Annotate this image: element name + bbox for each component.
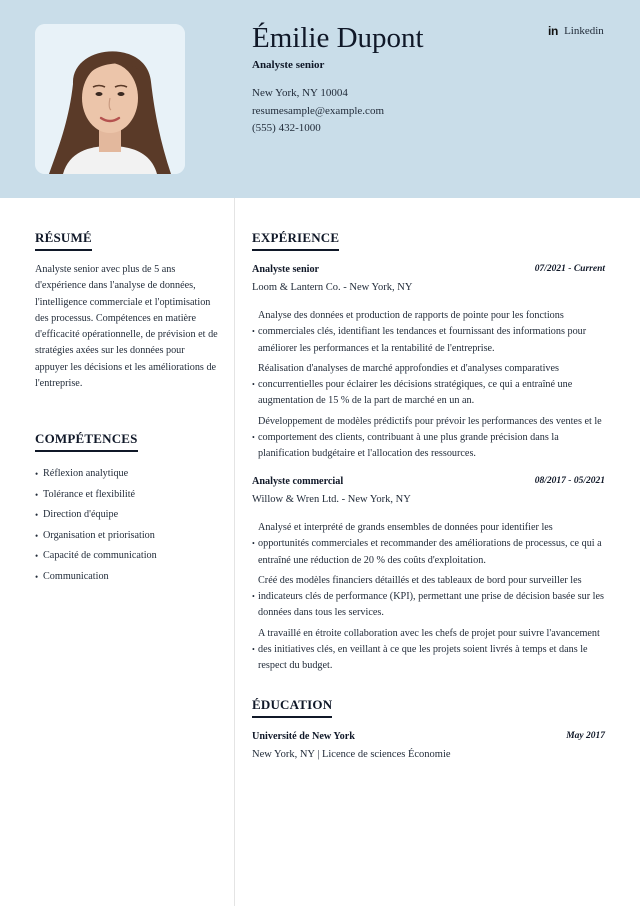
education-detail: New York, NY | Licence de sciences Économie [252, 749, 451, 760]
education-entry [252, 731, 605, 763]
contact-info [252, 86, 384, 139]
candidate-title: Analyste senior [252, 59, 325, 71]
skill-item: • Organisation et priorisation [35, 529, 225, 550]
skill-item: • Capacité de communication [35, 549, 225, 570]
experience-heading: EXPÉRIENCE [252, 230, 339, 251]
summary-text: Analyste senior avec plus de 5 ans d'expérience dans l'analyse de données, l'intelligence commerciale et l'optimisation des processus. Compétences en matière d'efficacité opérationnelle, de prévision et de stratégies axées sur les données pour appuyer les décisions et les améliorations de l'entreprise. [35, 264, 218, 390]
job-company: Loom & Lantern Co. - New York, NY [252, 282, 413, 293]
job-bullets [252, 520, 605, 675]
email-link[interactable]: resumesample@example.com [252, 104, 384, 117]
candidate-name: Émilie Dupont [252, 22, 424, 54]
job-dates: 07/2021 - Current [534, 264, 605, 274]
skill-item: • Tolérance et flexibilité [35, 488, 225, 509]
column-divider [234, 198, 235, 906]
skill-item: • Direction d'équipe [35, 508, 225, 529]
skills-heading: COMPÉTENCES [35, 431, 138, 452]
job-entry [252, 476, 605, 679]
job-title: Analyste commercial [252, 476, 344, 487]
profile-photo [35, 24, 185, 174]
job-entry [252, 264, 605, 467]
job-bullet: • Développement de modèles prédictifs pour prévoir les performances des ventes et le comportement des clients, contribuant à une plus grande précision dans la planification budgétaire et l'allocation des ressources. [252, 414, 605, 463]
linkedin-label: Linkedin [564, 25, 604, 37]
header-band [0, 0, 640, 198]
school-name: Université de New York [252, 731, 355, 742]
job-title: Analyste senior [252, 264, 320, 275]
skill-item: • Réflexion analytique [35, 467, 225, 488]
skill-item: • Communication [35, 570, 225, 591]
summary-heading: RÉSUMÉ [35, 230, 92, 251]
job-bullet: • A travaillé en étroite collaboration avec les chefs de projet pour suivre l'avancement des initiatives clés, en veillant à ce que les projets soient livrés à temps et dans le respect du budget. [252, 626, 605, 675]
linkedin-icon: in [548, 24, 559, 38]
job-bullets [252, 308, 605, 463]
skills-list [35, 467, 225, 590]
job-bullet: • Créé des modèles financiers détaillés et des tableaux de bord pour surveiller les indicateurs clés de performance (KPI), permettant une prise de décision basée sur les données dans tous les services. [252, 573, 605, 622]
job-dates: 08/2017 - 05/2021 [534, 476, 605, 486]
address-text: New York, NY 10004 [252, 87, 348, 99]
education-heading: ÉDUCATION [252, 697, 332, 718]
phone-text: (555) 432-1000 [252, 122, 321, 134]
job-company: Willow & Wren Ltd. - New York, NY [252, 494, 411, 505]
job-bullet: • Réalisation d'analyses de marché approfondies et d'analyses comparatives concurrentielles pour éclairer les décisions stratégiques, ce qui a entraîné une augmentation de 15 % de la part de marché en un an. [252, 361, 605, 410]
education-date: May 2017 [566, 731, 605, 741]
job-bullet: • Analysé et interprété de grands ensembles de données pour identifier les opportunités commerciales et recommander des améliorations de processus, ce qui a entraîné une réduction de 20 % des coûts d'exploitation. [252, 520, 605, 569]
job-bullet: • Analyse des données et production de rapports de pointe pour les fonctions commerciales clés, identifiant les tendances et fournissant des informations pour améliorer les performances et la rentabilité de l'entreprise. [252, 308, 605, 357]
linkedin-link[interactable] [548, 24, 604, 38]
